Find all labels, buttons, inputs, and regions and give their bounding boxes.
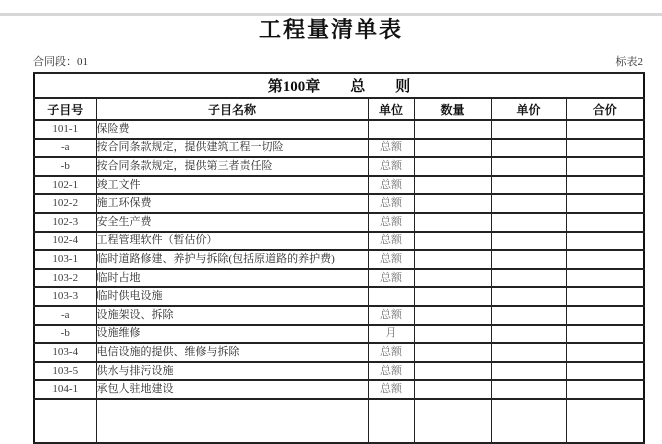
cell-quantity bbox=[414, 120, 491, 139]
table-body bbox=[34, 120, 644, 443]
cell-amount bbox=[566, 120, 644, 139]
cell-name: 按合同条款规定，提供建筑工程一切险 bbox=[96, 139, 368, 158]
cell-name: 临时道路修建、养护与拆除(包括原道路的养护费) bbox=[96, 250, 368, 269]
cell-code: 102-1 bbox=[34, 176, 96, 195]
cell-unit bbox=[368, 120, 414, 139]
cell-amount bbox=[566, 343, 644, 362]
cell-name: 设施维修 bbox=[96, 325, 368, 344]
table-row bbox=[34, 232, 644, 251]
cell-quantity bbox=[414, 194, 491, 213]
cell-quantity bbox=[414, 157, 491, 176]
cell-unit-price bbox=[491, 232, 566, 251]
cell-quantity bbox=[414, 399, 491, 443]
cell-unit-price bbox=[491, 120, 566, 139]
cell-unit-price bbox=[491, 194, 566, 213]
cell-unit-price bbox=[491, 343, 566, 362]
cell-name: 临时供电设施 bbox=[96, 287, 368, 306]
cell-amount bbox=[566, 250, 644, 269]
column-header-name: 子目名称 bbox=[96, 98, 368, 120]
column-header-unit-price: 单价 bbox=[491, 98, 566, 120]
cell-name: 施工环保费 bbox=[96, 194, 368, 213]
cell-quantity bbox=[414, 362, 491, 381]
cell-unit: 总额 bbox=[368, 139, 414, 158]
cell-unit-price bbox=[491, 213, 566, 232]
cell-code: -b bbox=[34, 325, 96, 344]
table-row bbox=[34, 269, 644, 288]
table-row bbox=[34, 362, 644, 381]
cell-code: 103-2 bbox=[34, 269, 96, 288]
column-header-code: 子目号 bbox=[34, 98, 96, 120]
cell-quantity bbox=[414, 287, 491, 306]
cell-code: 103-5 bbox=[34, 362, 96, 381]
table-row bbox=[34, 287, 644, 306]
cell-amount bbox=[566, 194, 644, 213]
table-row bbox=[34, 120, 644, 139]
cell-name: 临时占地 bbox=[96, 269, 368, 288]
meta-row bbox=[33, 53, 643, 69]
cell-unit: 总额 bbox=[368, 269, 414, 288]
cell-quantity bbox=[414, 325, 491, 344]
cell-quantity bbox=[414, 250, 491, 269]
cell-amount bbox=[566, 269, 644, 288]
table-row bbox=[34, 194, 644, 213]
cell-name: 安全生产费 bbox=[96, 213, 368, 232]
cell-amount bbox=[566, 157, 644, 176]
cell-unit: 总额 bbox=[368, 232, 414, 251]
cell-name: 竣工文件 bbox=[96, 176, 368, 195]
cell-unit-price bbox=[491, 362, 566, 381]
cell-unit-price bbox=[491, 269, 566, 288]
table-row bbox=[34, 139, 644, 158]
cell-amount bbox=[566, 380, 644, 399]
table-row bbox=[34, 176, 644, 195]
cell-amount bbox=[566, 176, 644, 195]
cell-name: 按合同条款规定，提供第三者责任险 bbox=[96, 157, 368, 176]
cell-amount bbox=[566, 325, 644, 344]
cell-code: -a bbox=[34, 139, 96, 158]
cell-amount bbox=[566, 306, 644, 325]
cell-code: 102-4 bbox=[34, 232, 96, 251]
cell-unit-price bbox=[491, 380, 566, 399]
cell-name: 承包人驻地建设 bbox=[96, 380, 368, 399]
cell-name: 保险费 bbox=[96, 120, 368, 139]
bill-of-quantities-table bbox=[33, 72, 645, 444]
cell-unit-price bbox=[491, 287, 566, 306]
cell-name: 供水与排污设施 bbox=[96, 362, 368, 381]
cell-unit: 总额 bbox=[368, 306, 414, 325]
cell-code: 103-4 bbox=[34, 343, 96, 362]
cell-amount bbox=[566, 232, 644, 251]
cell-unit-price bbox=[491, 139, 566, 158]
cell-unit-price bbox=[491, 176, 566, 195]
cell-name bbox=[96, 399, 368, 443]
cell-amount bbox=[566, 287, 644, 306]
cell-code: 101-1 bbox=[34, 120, 96, 139]
cell-amount bbox=[566, 213, 644, 232]
column-header-amount: 合价 bbox=[566, 98, 644, 120]
cell-quantity bbox=[414, 380, 491, 399]
cell-unit: 总额 bbox=[368, 157, 414, 176]
cell-quantity bbox=[414, 139, 491, 158]
cell-code: -a bbox=[34, 306, 96, 325]
table-header-row bbox=[34, 98, 644, 120]
table-row bbox=[34, 380, 644, 399]
cell-unit: 总额 bbox=[368, 213, 414, 232]
cell-unit: 总额 bbox=[368, 176, 414, 195]
cell-unit: 总额 bbox=[368, 250, 414, 269]
cell-name: 电信设施的提供、维修与拆除 bbox=[96, 343, 368, 362]
column-header-quantity: 数量 bbox=[414, 98, 491, 120]
cell-unit: 总额 bbox=[368, 343, 414, 362]
cell-code: 103-1 bbox=[34, 250, 96, 269]
cell-unit bbox=[368, 399, 414, 443]
table-row bbox=[34, 343, 644, 362]
cell-quantity bbox=[414, 232, 491, 251]
cell-quantity bbox=[414, 213, 491, 232]
cell-code bbox=[34, 399, 96, 443]
scan-edge-strip bbox=[0, 13, 662, 16]
cell-unit-price bbox=[491, 250, 566, 269]
page-title: 工程量清单表 bbox=[258, 17, 403, 42]
contract-section-label: 合同段：01 bbox=[33, 56, 88, 68]
form-code-label: 标表2 bbox=[615, 56, 643, 68]
chapter-heading: 第100章 总 则 bbox=[34, 73, 644, 98]
cell-unit-price bbox=[491, 157, 566, 176]
cell-unit: 月 bbox=[368, 325, 414, 344]
cell-amount bbox=[566, 399, 644, 443]
cell-quantity bbox=[414, 269, 491, 288]
cell-quantity bbox=[414, 176, 491, 195]
chapter-heading-row bbox=[34, 73, 644, 98]
cell-code: 102-2 bbox=[34, 194, 96, 213]
cell-unit-price bbox=[491, 306, 566, 325]
cell-unit bbox=[368, 287, 414, 306]
table-row bbox=[34, 250, 644, 269]
table-row bbox=[34, 213, 644, 232]
table-row bbox=[34, 157, 644, 176]
cell-code: 102-3 bbox=[34, 213, 96, 232]
cell-quantity bbox=[414, 306, 491, 325]
cell-name: 设施架设、拆除 bbox=[96, 306, 368, 325]
cell-code: 103-3 bbox=[34, 287, 96, 306]
cell-unit-price bbox=[491, 325, 566, 344]
cell-unit-price bbox=[491, 399, 566, 443]
cell-quantity bbox=[414, 343, 491, 362]
cell-code: 104-1 bbox=[34, 380, 96, 399]
cell-amount bbox=[566, 139, 644, 158]
cell-unit: 总额 bbox=[368, 362, 414, 381]
column-header-unit: 单位 bbox=[368, 98, 414, 120]
table-row bbox=[34, 306, 644, 325]
cell-name: 工程管理软件（暂估价） bbox=[96, 232, 368, 251]
table-row bbox=[34, 399, 644, 443]
cell-amount bbox=[566, 362, 644, 381]
cell-code: -b bbox=[34, 157, 96, 176]
table-row bbox=[34, 325, 644, 344]
cell-unit: 总额 bbox=[368, 194, 414, 213]
cell-unit: 总额 bbox=[368, 380, 414, 399]
